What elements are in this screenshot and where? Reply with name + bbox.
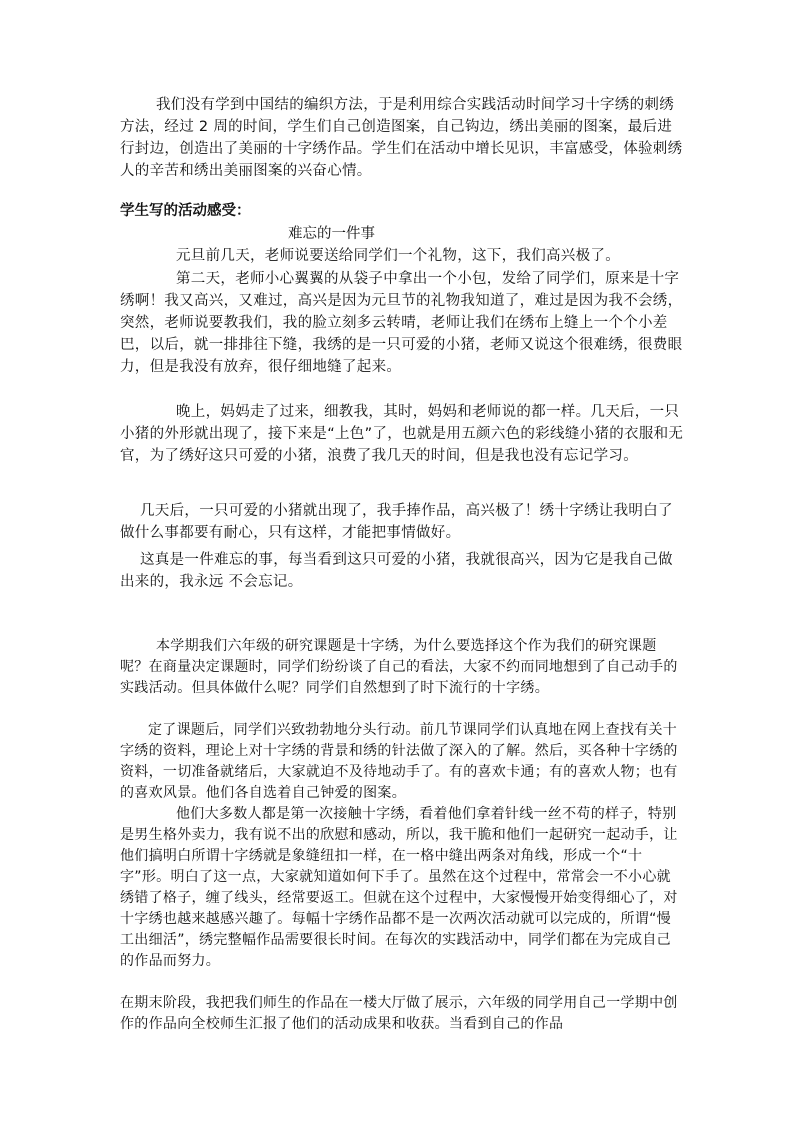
intro-paragraph: 我们没有学到中国结的编织方法，于是利用综合实践活动时间学习十字绣的刺绣方法，经过 2 周的时间，学生们自己创造图案，自己钩边，绣出美丽的图案，最后进行封边，创造出了美丽的十字绣作品。学生们在活动中增长见识，丰富感受，体验刺绣人的辛苦和绣出美丽图案的兴奋心情。 <box>120 97 683 179</box>
report-paragraph-1: 本学期我们六年级的研究课题是十字绣，为什么要选择这个作为我们的研究课题呢？在商量决定课题时，同学们纷纷谈了自己的看法，大家不约而同地想到了自己动手的实践活动。但具体做什么呢？同学们自然想到了时下流行的十字绣。 <box>120 638 678 696</box>
report-paragraph-2: 定了课题后，同学们兴致勃勃地分头行动。前几节课同学们认真地在网上查找有关十字绣的资料，理论上对十字绣的背景和绣的针法做了深入的了解。然后，买各种十字绣的资料，一切准备就绪后，大家就迫不及待地动手了。有的喜欢卡通；有的喜欢人物；也有的喜欢风景。他们各自选着自己钟爱的图案。 <box>120 722 678 801</box>
story-paragraph-5: 这真是一件难忘的事，每当看到这只可爱的小猪，我就很高兴，因为它是我自己做出来的，我永远 不会忘记。 <box>120 552 673 590</box>
story-paragraph-1: 元旦前几天，老师说要送给同学们一个礼物，这下，我们高兴极了。 <box>176 248 620 264</box>
section-heading: 学生写的活动感受： <box>120 203 251 219</box>
story-paragraph-3: 晚上，妈妈走了过来，细教我，其时，妈妈和老师说的都一样。几天后，一只小猪的外形就出现了，接下来是“上色”了，也就是用五颜六色的彩线缝小猪的衣服和无官，为了绣好这只可爱的小猪，浪费了我几天的时间，但是我也没有忘记学习。 <box>120 404 684 464</box>
report-paragraph-4: 在期末阶段，我把我们师生的作品在一楼大厅做了展示，六年级的同学用自己一学期中创作的作品向全校师生汇报了他们的活动成果和收获。当看到自己的作品 <box>120 995 678 1032</box>
report-paragraph-3: 他们大多数人都是第一次接触十字绣，看着他们拿着针线一丝不苟的样子，特别是男生格外卖力，我有说不出的欣慰和感动，所以，我干脆和他们一起研究一起动手，让他们搞明白所谓十字绣就是象缝纽扣一样，在一格中缝出两条对角线，形成一个“十字”形。明白了这一点，大家就知道如何下手了。虽然在这个过程中，常常会一不小心就绣错了格子，缠了线头，经常要返工。但就在这个过程中，大家慢慢开始变得细心了，对十字绣也越来越感兴趣了。每幅十字绣作品都不是一次两次活动就可以完成的，所谓“慢工出细活”，绣完整幅作品需要很长时间。在每次的实践活动中，同学们都在为完成自己的作品而努力。 <box>120 806 678 969</box>
story-title: 难忘的一件事 <box>288 226 375 242</box>
story-paragraph-2: 第二天，老师小心翼翼的从袋子中拿出一个小包，发给了同学们，原来是十字绣啊！我又高兴，又难过，高兴是因为元旦节的礼物我知道了，难过是因为我不会绣，突然，老师说要教我们，我的脸立刻多云转晴，老师让我们在绣布上缝上一个个小差巴，以后，就一排排往下缝，我绣的是一只可爱的小猪，老师又说这个很难绣，很费眼力，但是我没有放弃，很仔细地缝了起来。 <box>120 271 683 375</box>
story-paragraph-4: 几天后，一只可爱的小猪就出现了，我手捧作品，高兴极了！绣十字绣让我明白了做什么事都要有耐心，只有这样，才能把事情做好。 <box>120 503 673 541</box>
